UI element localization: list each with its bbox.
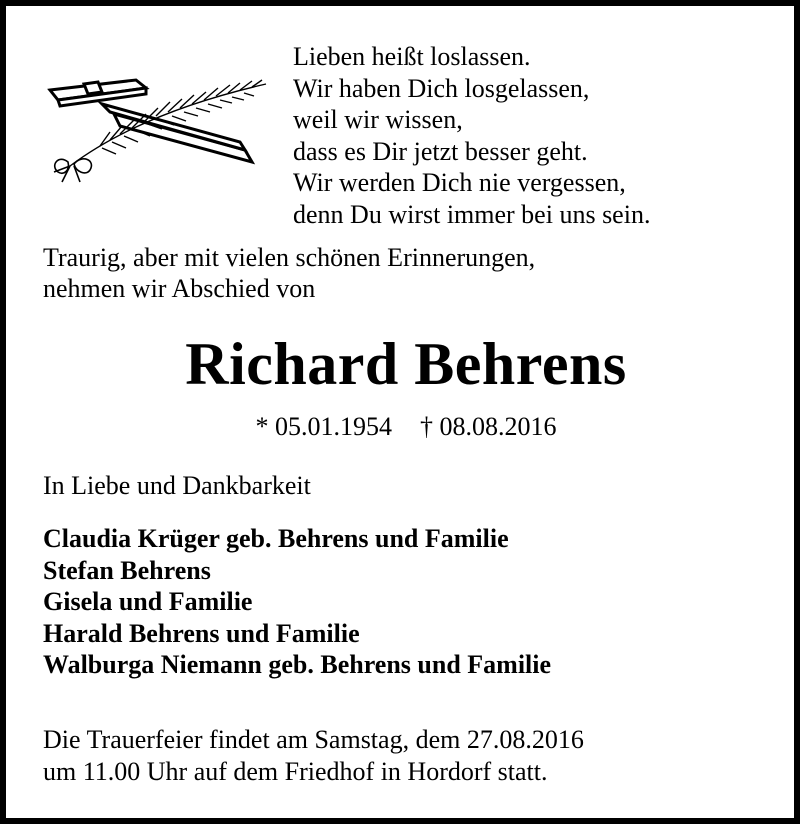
- poem-verse: [293, 41, 650, 230]
- funeral-service-info: [43, 724, 584, 787]
- mourner-entry: Stefan Behrens: [43, 555, 211, 585]
- service-line: um 11.00 Uhr auf dem Friedhof in Hordorf statt.: [43, 756, 548, 786]
- poem-line: weil wir wissen,: [293, 105, 463, 134]
- deceased-name: Richard Behrens: [185, 331, 627, 397]
- intro-line: Traurig, aber mit vielen schönen Erinnerungen,: [43, 243, 536, 272]
- poem-line: Wir werden Dich nie vergessen,: [293, 168, 626, 197]
- poem-line: denn Du wirst immer bei uns sein.: [293, 199, 651, 229]
- dedication: In Liebe und Dankbarkeit: [43, 471, 311, 500]
- birth-date: * 05.01.1954: [255, 412, 392, 441]
- mourners-list: [43, 523, 551, 681]
- intro-text: [43, 242, 535, 304]
- mourner-entry: Harald Behrens und Familie: [43, 618, 360, 648]
- mourner-entry: Claudia Krüger geb. Behrens und Familie: [43, 524, 509, 553]
- poem-line: Wir haben Dich losgelassen,: [293, 73, 590, 103]
- poem-line: Lieben heißt loslassen.: [293, 42, 531, 71]
- poem-line: dass es Dir jetzt besser geht.: [293, 136, 588, 166]
- life-dates: [6, 411, 800, 443]
- death-date: † 08.08.2016: [420, 412, 557, 441]
- mourner-entry: Gisela und Familie: [43, 587, 253, 616]
- cross-with-palm-branch-icon: [40, 66, 272, 186]
- service-line: Die Trauerfeier findet am Samstag, dem 27.08.2016: [43, 725, 584, 754]
- intro-line: nehmen wir Abschied von: [43, 274, 316, 303]
- mourner-entry: Walburga Niemann geb. Behrens und Familie: [43, 650, 552, 679]
